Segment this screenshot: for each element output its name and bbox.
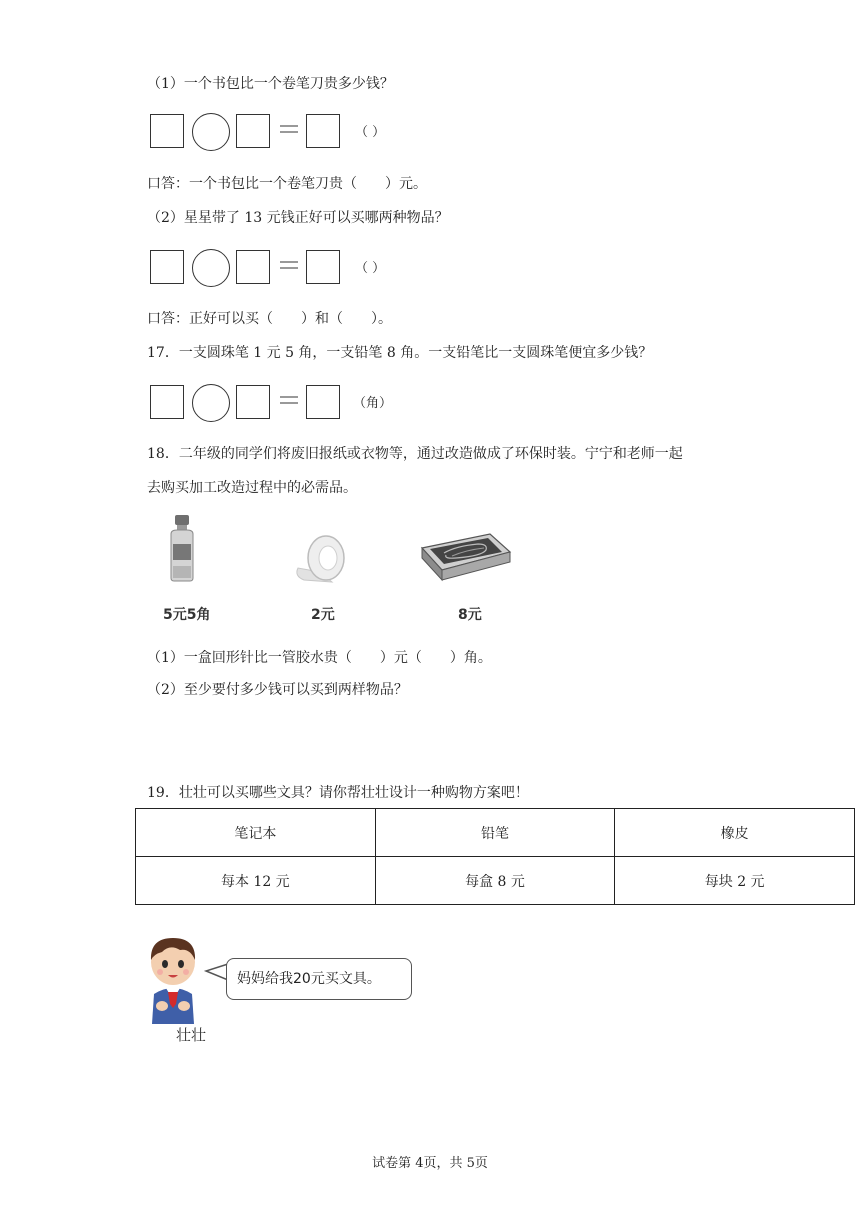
answer-box[interactable] [150,385,184,419]
answer-box[interactable] [306,114,340,148]
equals-sign [280,393,298,407]
q16-sub1-answer: 口答：一个书包比一个卷笔刀贵（ ）元。 [147,176,427,192]
boy-name: 壮壮 [176,1026,207,1044]
q16-sub1-text: （1）一个书包比一个卷笔刀贵多少钱？ [147,76,394,92]
answer-box[interactable] [236,385,270,419]
speech-bubble: 妈妈给我20元买文具。 [226,958,412,1000]
table-row [136,809,855,857]
price-notebook: 每本 12 元 [136,857,376,905]
tape-roll-icon [292,532,352,584]
glue-bottle-icon [166,514,198,582]
paperclip-box-icon [416,526,514,582]
unit-label: （ ） [355,261,386,276]
equals-sign [280,122,298,136]
operator-circle[interactable] [192,384,230,422]
paperclip-price: 8元 [458,607,482,623]
boy-avatar-icon [140,932,206,1024]
answer-box[interactable] [236,250,270,284]
price-table [135,808,855,905]
table-row [136,857,855,905]
operator-circle[interactable] [192,113,230,151]
answer-box[interactable] [150,250,184,284]
unit-label: （ ） [355,125,386,140]
header-notebook: 笔记本 [136,809,376,857]
operator-circle[interactable] [192,249,230,287]
equals-sign [280,258,298,272]
unit-label: （角） [353,396,393,411]
answer-box[interactable] [306,250,340,284]
page-footer: 试卷第 4页，共 5页 [372,1156,488,1171]
q16-sub2-answer: 口答：正好可以买（ ）和（ ）。 [147,311,392,327]
header-pencil: 铅笔 [375,809,615,857]
answer-box[interactable] [306,385,340,419]
q16-sub2-text: （2）星星带了 13 元钱正好可以买哪两种物品？ [147,210,449,226]
q17-text: 17．一支圆珠笔 1 元 5 角，一支铅笔 8 角。一支铅笔比一支圆珠笔便宜多少钱？ [147,345,653,361]
answer-box[interactable] [236,114,270,148]
q18-text-line1: 18．二年级的同学们将废旧报纸或衣物等，通过改造做成了环保时装。宁宁和老师一起 [147,446,683,462]
q18-sub1: （1）一盒回形针比一管胶水贵（ ）元（ ）角。 [147,650,492,666]
q18-text-line2: 去购买加工改造过程中的必需品。 [147,480,357,496]
answer-box[interactable] [150,114,184,148]
header-eraser: 橡皮 [615,809,855,857]
glue-price: 5元5角 [163,607,211,623]
q18-sub2: （2）至少要付多少钱可以买到两样物品？ [147,682,408,698]
price-eraser: 每块 2 元 [615,857,855,905]
q19-text: 19．壮壮可以买哪些文具？请你帮壮壮设计一种购物方案吧！ [147,785,529,801]
tape-price: 2元 [311,607,335,623]
price-pencil: 每盒 8 元 [375,857,615,905]
